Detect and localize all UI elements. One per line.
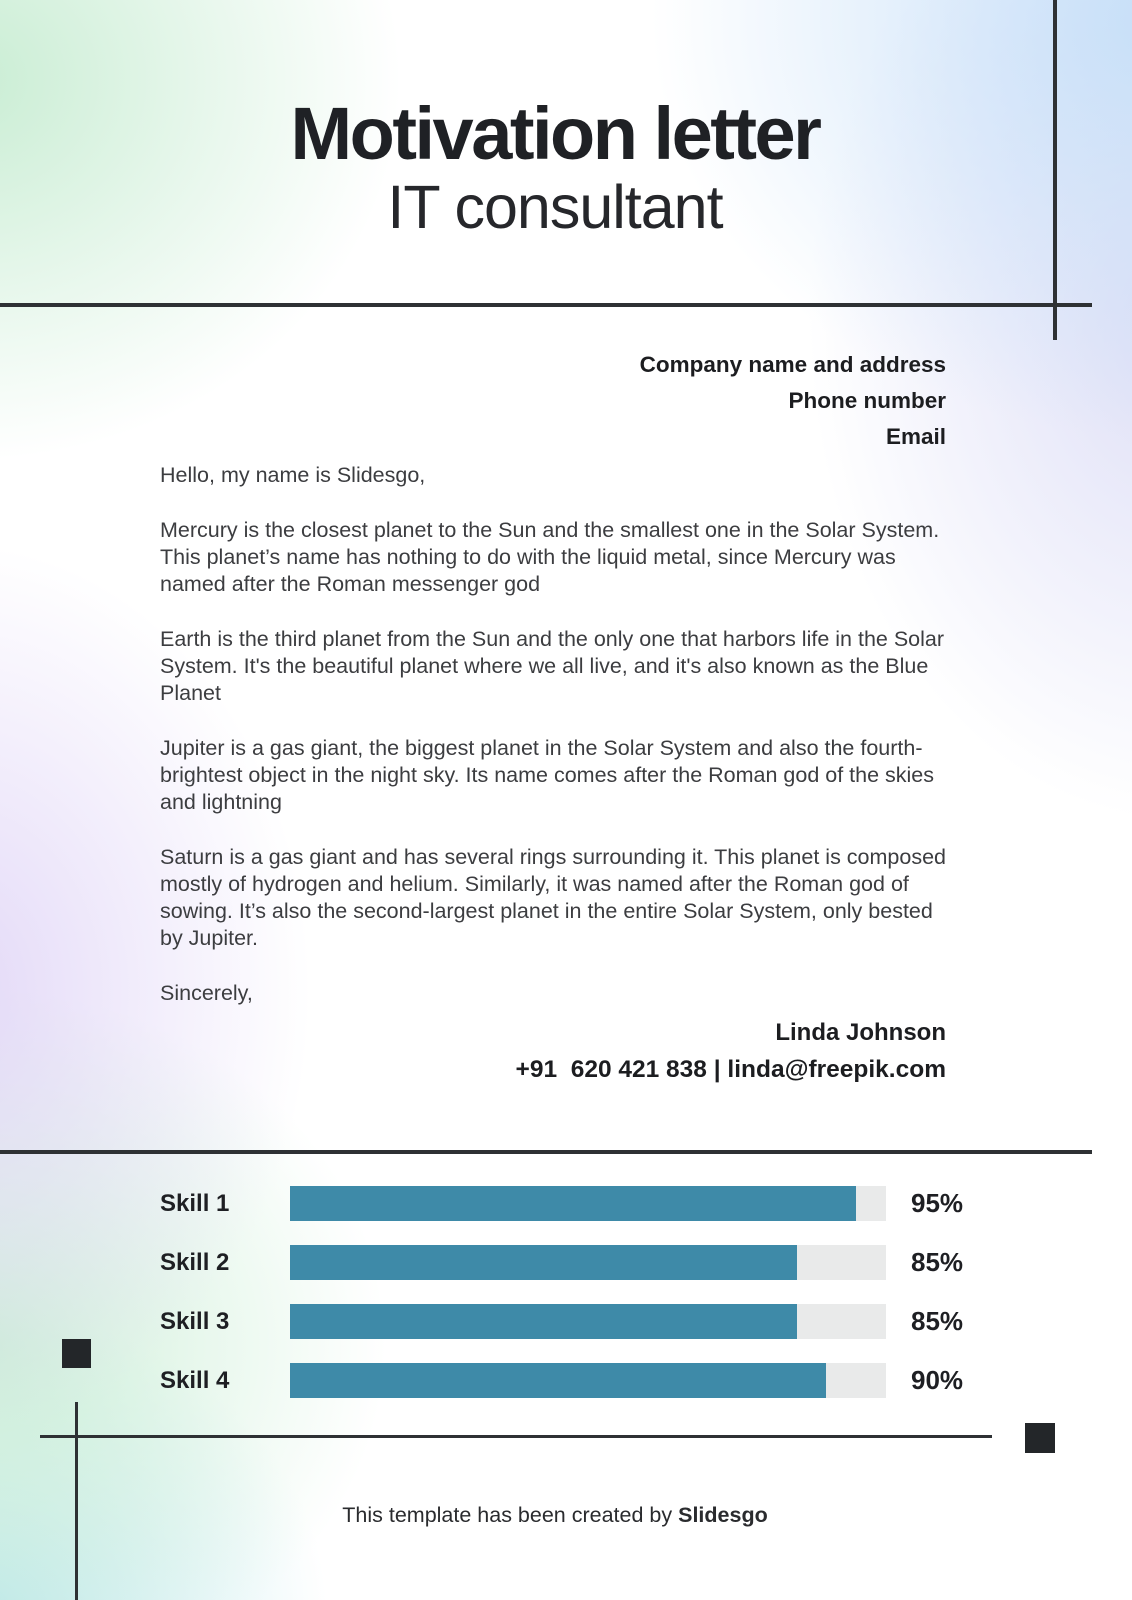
decor-square-right <box>1025 1423 1055 1453</box>
letter-body <box>160 462 960 1035</box>
greeting: Hello, my name is Slidesgo, <box>160 463 426 487</box>
page-subtitle: IT consultant <box>387 173 723 242</box>
skill-label: Skill 3 <box>160 1307 230 1335</box>
skill-bar-fill <box>290 1186 856 1221</box>
skill-label: Skill 2 <box>160 1248 230 1276</box>
skill-row <box>160 1363 991 1398</box>
skill-value-label: 85% <box>911 1247 964 1277</box>
paragraph-mercury: Mercury is the closest planet to the Sun and the smallest one in the Solar System. This planet’s name has nothing to do with the liquid metal, since Mercury was named after the Roman messenger god <box>160 518 940 596</box>
skill-label: Skill 4 <box>160 1366 230 1394</box>
skill-bar-fill <box>290 1304 797 1339</box>
paragraph-jupiter: Jupiter is a gas giant, the biggest planet in the Solar System and also the fourth-brightest object in the night sky. Its name comes after the Roman god of the skies and lightning <box>160 736 934 814</box>
recipient-phone: Phone number <box>788 388 946 413</box>
footer-brand: Slidesgo <box>678 1503 768 1527</box>
recipient-company: Company name and address <box>639 352 946 377</box>
skill-label: Skill 1 <box>160 1189 230 1217</box>
closing: Sincerely, <box>160 981 253 1005</box>
skill-row <box>160 1186 991 1221</box>
skill-bar-fill <box>290 1363 826 1398</box>
decor-horizontal-line-bottom <box>40 1435 992 1438</box>
skill-value-label: 85% <box>911 1306 964 1336</box>
skill-value-label: 90% <box>911 1365 964 1395</box>
skill-value-label: 95% <box>911 1188 964 1218</box>
skills-chart <box>160 1186 991 1422</box>
skill-bar-track <box>290 1363 886 1398</box>
skill-row <box>160 1245 991 1280</box>
skill-bar-track <box>290 1304 886 1339</box>
skill-row <box>160 1304 991 1339</box>
recipient-email: Email <box>885 424 946 449</box>
signature-name: Linda Johnson <box>775 1019 946 1046</box>
paragraph-saturn: Saturn is a gas giant and has several rings surrounding it. This planet is composed mostly of hydrogen and helium. Similarly, it was named after the Roman god of sowing. It’s also the second-largest planet in the entire Solar System, only bested by Jupiter. <box>160 845 946 950</box>
signature-block <box>516 1018 946 1085</box>
signature-contact: +91 620 421 838 | linda@freepik.com <box>515 1056 946 1083</box>
skill-bar-fill <box>290 1245 797 1280</box>
decor-horizontal-line-skills <box>0 1150 1092 1154</box>
skill-bar-track <box>290 1186 886 1221</box>
recipient-block <box>640 347 946 455</box>
decor-vertical-line-bottom <box>75 1402 78 1600</box>
decor-horizontal-line-header <box>0 303 1092 307</box>
footer-text: This template has been created by <box>342 1503 679 1527</box>
header <box>0 92 1110 242</box>
paragraph-earth: Earth is the third planet from the Sun and the only one that harbors life in the Solar System. It's the beautiful planet where we all live, and it's also known as the Blue Planet <box>160 627 945 705</box>
footer <box>0 1503 1110 1528</box>
skill-bar-track <box>290 1245 886 1280</box>
decor-square-left <box>62 1339 91 1368</box>
page-title: Motivation letter <box>290 92 820 175</box>
